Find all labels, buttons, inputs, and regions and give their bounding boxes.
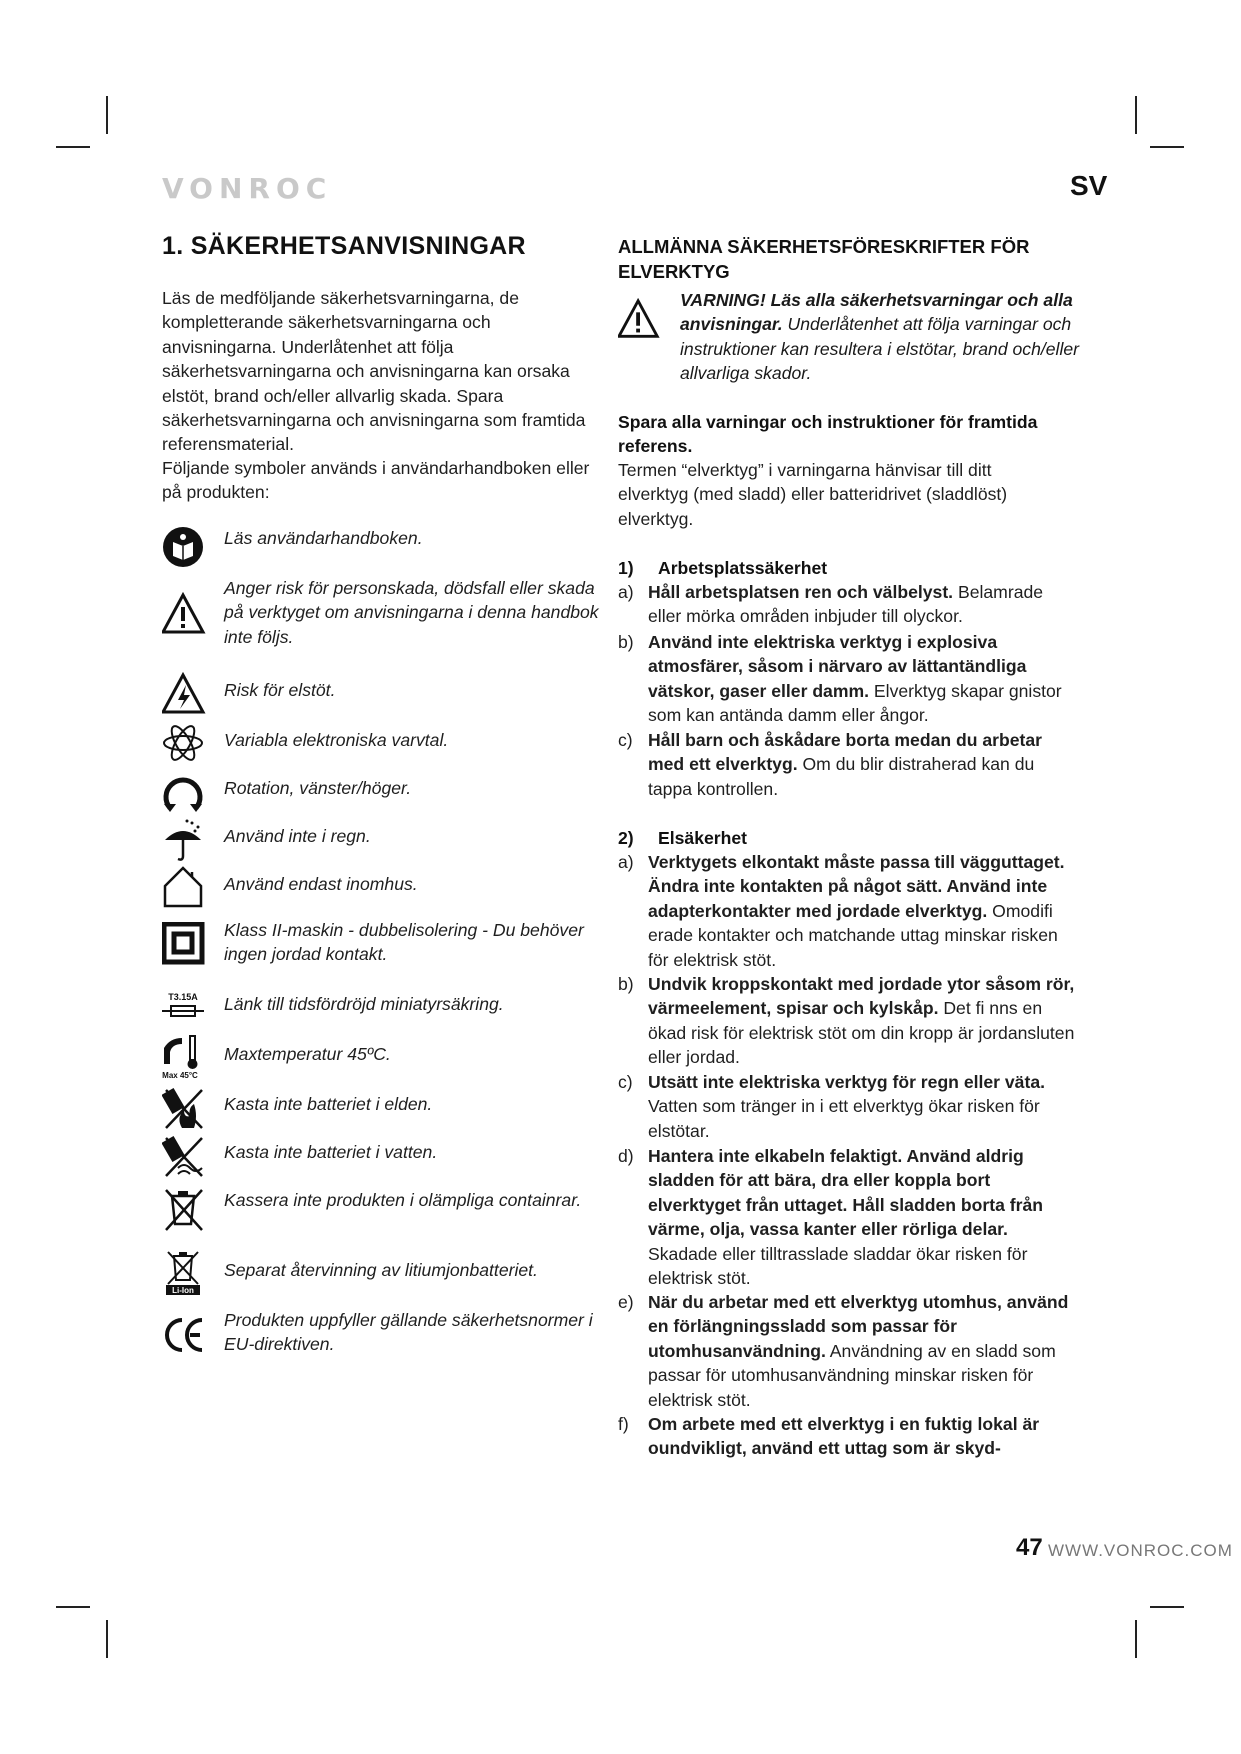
crop-mark (106, 96, 108, 134)
item-bold: Håll barn och åskådare borta medan du arbetar med ett elverktyg. (648, 730, 1043, 775)
save-instructions: Spara alla varningar och instruktioner för framtida referens. (618, 412, 1038, 457)
item-text: Elverktyg skapar gnistor som kan antända damm eller ångor. (648, 680, 1062, 726)
list-item (618, 972, 1078, 1070)
list-item (618, 1144, 1078, 1290)
symbols-intro: Följande symboler används i användarhandboken eller på produkten: (162, 458, 590, 503)
variable-speed-icon (162, 722, 208, 768)
brand-logo: VONROC (162, 172, 333, 205)
symbol-text: Produkten uppfyller gällande säkerhetsnormer i EU-direktiven. (224, 1310, 593, 1355)
website-url: WWW.VONROC.COM (1048, 1541, 1233, 1560)
symbol-text: Risk för elstöt. (224, 680, 336, 700)
weee-bin-icon (162, 1186, 208, 1232)
item-label: f) (618, 1414, 629, 1434)
symbol-text: Använd endast inomhus. (224, 874, 418, 894)
symbol-text: Länk till tidsfördröjd miniatyrsäkring. (224, 994, 504, 1014)
ce-mark-icon (162, 1314, 208, 1360)
section-number: 1) (618, 558, 634, 578)
item-text: Användning av en sladd som passar för utomhusanvändning minskar risken för elektrisk stöt. (648, 1340, 1056, 1410)
item-label: e) (618, 1292, 634, 1312)
list-item (618, 1290, 1078, 1412)
symbol-text: Separat återvinning av litiumjonbatteriet. (224, 1260, 538, 1280)
electric-shock-icon (162, 672, 208, 718)
fuse-icon (162, 990, 208, 1036)
item-text: Det fi nns en ökad risk för elektrisk stöt om din kropp är jordansluten eller jordad. (648, 998, 1075, 1068)
warning-triangle-icon (162, 592, 208, 638)
indoor-house-icon (162, 864, 208, 910)
no-water-battery-icon (162, 1134, 208, 1180)
max-temperature-icon (162, 1034, 208, 1080)
crop-mark (1150, 1606, 1184, 1608)
read-manual-icon (162, 526, 208, 572)
temperature-label: Max 45°C (162, 1071, 198, 1080)
symbol-text: Kasta inte batteriet i elden. (224, 1094, 433, 1114)
warning-triangle-icon (618, 298, 662, 342)
term-definition: Termen “elverktyg” i varningarna hänvisar till ditt elverktyg (med sladd) eller batteridrivet (sladdlöst) elverktyg. (618, 460, 1008, 529)
symbol-text: Variabla elektroniska varvtal. (224, 730, 449, 750)
item-label: c) (618, 1072, 633, 1092)
section-title: Arbetsplatssäkerhet (658, 558, 828, 578)
section-number: 2) (618, 828, 634, 848)
item-text: Skadade eller tilltrasslade sladdar ökar risken för elektrisk stöt. (648, 1243, 1028, 1289)
crop-mark (56, 1606, 90, 1608)
item-text: Om du blir distraherad kan du tappa kontrollen. (648, 754, 1035, 799)
symbol-text: Läs användarhandboken. (224, 528, 423, 548)
warning-body: Underlåtenhet att följa varningar och instruktioner kan resultera i elstötar, brand och/eller allvarliga skador. (680, 314, 1079, 384)
item-bold: Håll arbetsplatsen ren och välbelyst. (648, 582, 954, 602)
language-code: SV (1070, 170, 1108, 201)
item-bold: Verktygets elkontakt måste passa till vägguttaget. Ändra inte kontakten på något sätt. Använd inte adapterkontakter med jordade elverktyg. (648, 852, 1065, 921)
symbol-text: Maxtemperatur 45ºC. (224, 1044, 391, 1064)
crop-mark (106, 1620, 108, 1658)
page-number: 47 (1016, 1534, 1043, 1561)
item-bold: Hantera inte elkabeln felaktigt. Använd aldrig sladden för att bära, dra eller koppla bort elverktyget från uttaget. Håll sladden borta från värme, olja, vassa kanter eller rörliga delar. (648, 1146, 1043, 1240)
class-ii-icon (162, 922, 208, 968)
intro-paragraph: Läs de medföljande säkerhetsvarningarna, de kompletterande säkerhetsvarningarna och anvisningarna. Underlåtenhet att följa säkerhetsvarningarna och anvisningarna kan orsaka elstöt, brand och/eller allvarlig skada. Spara säkerhetsvarningarna och anvisningarna som framtida referensmaterial. (162, 288, 586, 455)
warning-bold: VARNING! Läs alla säkerhetsvarningar och alla anvisningar. (680, 290, 1073, 335)
item-bold: När du arbetar med ett elverktyg utomhus, använd en förlängningssladd som passar för utomhusanvändning. (648, 1292, 1069, 1361)
symbol-text: Anger risk för personskada, dödsfall eller skada på verktyget om anvisningarna i denna handbok inte följs. (224, 578, 599, 647)
item-text: Omodifi erade kontakter och matchande uttag minskar risken för elektrisk stöt. (648, 900, 1058, 970)
item-bold: Om arbete med ett elverktyg i en fuktig lokal är oundvikligt, använd ett uttag som är skyd- (648, 1414, 1040, 1459)
list-item (618, 728, 1078, 801)
item-label: d) (618, 1146, 634, 1166)
right-section-title: ALLMÄNNA SÄKERHETSFÖRESKRIFTER FÖR ELVERKTYG (618, 236, 1030, 282)
symbol-text: Klass II-maskin - dubbelisolering - Du behöver ingen jordad kontakt. (224, 920, 584, 965)
no-rain-icon (162, 818, 208, 864)
list-item (618, 1412, 1078, 1461)
item-bold: Undvik kroppskontakt med jordade ytor såsom rör, värmeelement, spisar och kylskåp. (648, 974, 1075, 1019)
item-label: b) (618, 974, 634, 994)
list-item (618, 630, 1078, 728)
crop-mark (1150, 146, 1184, 148)
symbol-text: Rotation, vänster/höger. (224, 778, 412, 798)
li-ion-recycle-icon (162, 1250, 208, 1296)
warning-text (680, 288, 1080, 386)
rotation-icon (162, 770, 208, 816)
no-fire-battery-icon (162, 1086, 208, 1132)
item-label: a) (618, 582, 634, 602)
item-label: c) (618, 730, 633, 750)
crop-mark (56, 146, 90, 148)
symbol-text: Kassera inte produkten i olämpliga containrar. (224, 1190, 582, 1210)
symbol-text: Kasta inte batteriet i vatten. (224, 1142, 438, 1162)
section-heading-1 (618, 556, 827, 580)
list-item (618, 850, 1078, 972)
list-item (618, 580, 1078, 629)
symbol-text: Använd inte i regn. (224, 826, 371, 846)
item-label: b) (618, 632, 634, 652)
crop-mark (1135, 96, 1137, 134)
li-ion-label: Li-Ion (172, 1286, 194, 1295)
section-heading-2 (618, 826, 747, 850)
fuse-label: T3.15A (168, 992, 198, 1002)
item-bold: Utsätt inte elektriska verktyg för regn eller väta. (648, 1072, 1046, 1092)
crop-mark (1135, 1620, 1137, 1658)
item-label: a) (618, 852, 634, 872)
item-text: Vatten som tränger in i ett elverktyg ökar risken för elstötar. (648, 1096, 1040, 1141)
section-title: 1. SÄKERHETSANVISNINGAR (162, 232, 526, 260)
item-bold: Använd inte elektriska verktyg i explosiva atmosfärer, såsom i närvaro av lättantändliga vätskor, gaser eller damm. (648, 632, 1027, 701)
list-item (618, 1070, 1078, 1143)
section-title: Elsäkerhet (658, 828, 747, 848)
item-text: Belamrade eller mörka områden inbjuder till olyckor. (648, 582, 1044, 627)
